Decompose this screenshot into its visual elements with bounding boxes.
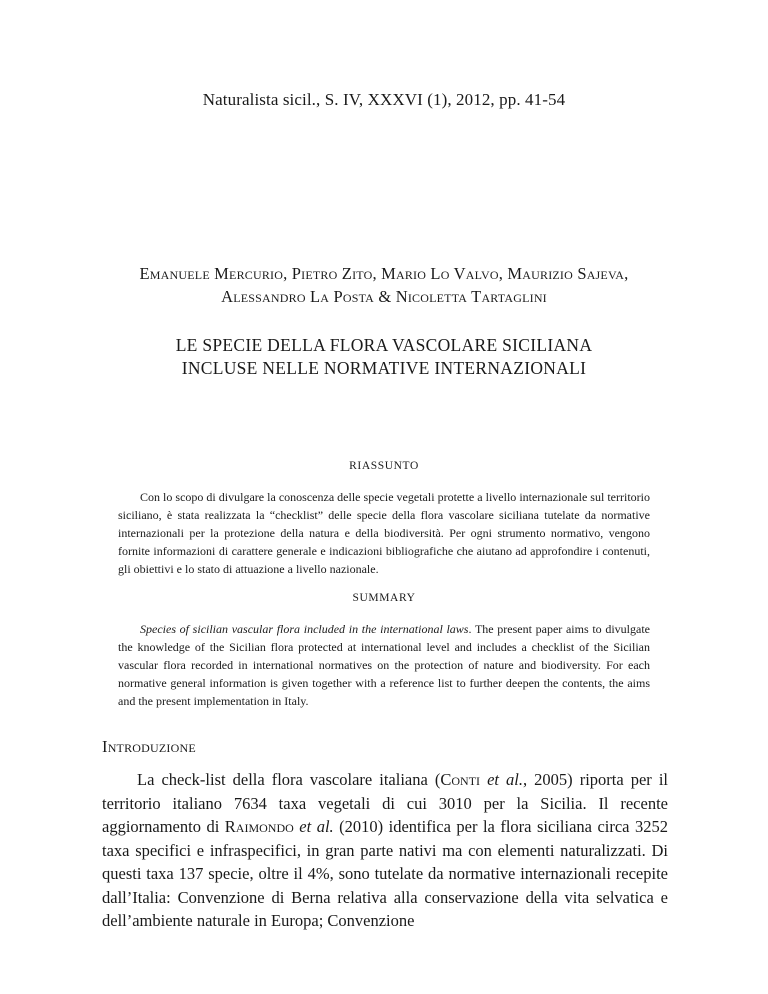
summary-title-italic: Species of sicilian vascular flora included in the international laws	[140, 622, 469, 636]
journal-citation: Naturalista sicil., S. IV, XXXVI (1), 2012, pp. 41-54	[202, 90, 566, 109]
title-line-1: LE SPECIE DELLA FLORA VASCOLARE SICILIANA	[175, 335, 593, 355]
citation-author-raimondo: Raimondo	[224, 817, 294, 836]
riassunto-text: Con lo scopo di divulgare la conoscenza delle specie vegetali protette a livello internazionale sul territorio siciliano, è stata realizzata la “checklist” delle specie della flora vascolare siciliana tutelate da normative internazionali per la protezione della natura e della biodiversità. Per ogni strumento normativo, vengono fornite informazioni di carattere generale e indicazioni bibliografiche che aiutano ad approfondire i contenuti, gli obiettivi e lo stato di attuazione a livello nazionale.	[118, 490, 650, 576]
summary-heading: SUMMARY	[352, 592, 416, 604]
title-line-2: INCLUSE NELLE NORMATIVE INTERNAZIONALI	[181, 358, 587, 378]
citation-author-conti: Conti	[440, 770, 481, 789]
riassunto-heading: RIASSUNTO	[349, 460, 419, 472]
summary-body: . The present paper aims to divulgate the knowledge of the Sicilian flora protected at international level and includes a checklist of the Sicilian vascular flora recorded in international normatives on the protection of nature and biodiversity. For each normative general information is given together with a reference list to further deepen the contents, the aims and the present implementation in Italy.	[118, 622, 650, 708]
introduzione-paragraph	[102, 768, 668, 933]
intro-text-b: , 2005) riporta per il territorio italiano 7634 taxa vegetali di cui 3010 per la Sicilia. Il recente aggiornamento di	[102, 770, 669, 836]
author-line-1: Emanuele Mercurio, Pietro Zito, Mario Lo Valvo, Maurizio Sajeva,	[139, 264, 629, 283]
introduzione-heading: Introduzione	[102, 737, 196, 756]
citation-et-al: et al.	[299, 817, 334, 836]
article-title	[0, 334, 768, 380]
intro-text-a: La check-list della flora vascolare italiana (	[137, 770, 441, 789]
author-line-2: Alessandro La Posta & Nicoletta Tartaglini	[221, 287, 547, 306]
summary-text	[118, 620, 650, 710]
intro-text-c: (2010) identifica per la flora siciliana circa 3252 taxa specifici e infraspecifici, in gran parte nativi ma con elementi naturalizzati. Di questi taxa 137 specie, oltre il 4%, sono tutelate da normative internazionali recepite dall’Italia: Convenzione di Berna relativa alla conservazione della vita selvatica e dell’ambiente naturale in Europa; Convenzione	[102, 817, 668, 930]
citation-et-al: et al.	[487, 770, 523, 789]
author-list	[0, 262, 768, 308]
